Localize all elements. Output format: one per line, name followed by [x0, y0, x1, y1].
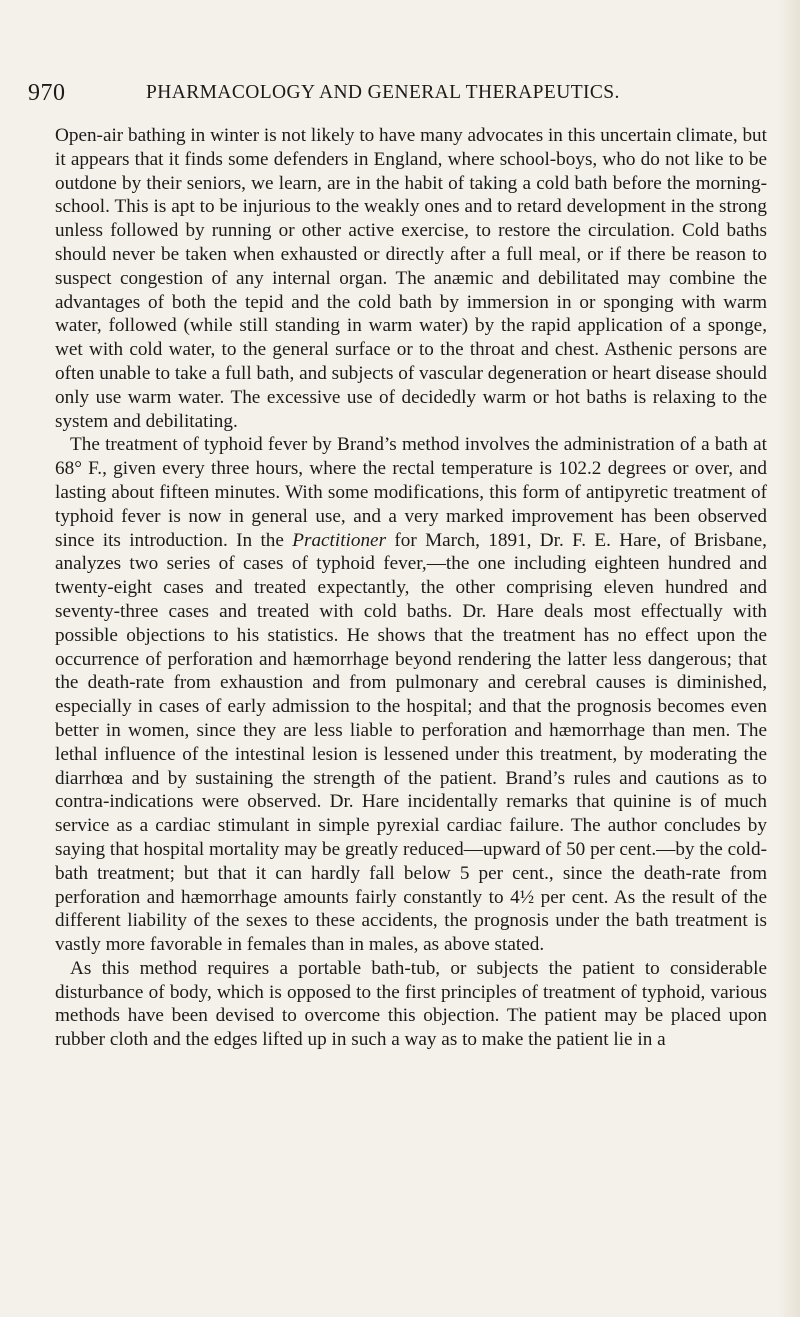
journal-title-practitioner: Practitioner: [292, 529, 387, 551]
paragraph-typhoid-treatment: [55, 433, 767, 957]
page-edge-shading: [778, 0, 800, 1317]
paragraph-typhoid-text-end: for March, 1891, Dr. F. E. Hare, of Brisbane, analyzes two series of cases of typhoid fever,—the one including eighteen hundred and twenty-eight cases and treated expectantly, the other comprising eleven hundred and seventy-three cases and treated with cold baths. Dr. Hare deals most effectually with possible objections to his statistics. He shows that the treatment has no effect upon the occurrence of perforation and hæmorrhage beyond rendering the latter less dangerous; that the death-rate from exhaustion and from pulmonary and cerebral causes is diminished, especially in cases of early admission to the hospital; and that the prognosis becomes even better in women, since they are less liable to perforation and hæmorrhage than men. The lethal influence of the intestinal lesion is lessened under this treatment, by moderating the diarrhœa and by sustaining the strength of the patient. Brand’s rules and cautions as to contra-indications were observed. Dr. Hare incidentally remarks that quinine is of much service as a cardiac stimulant in simple pyrexial cardiac failure. The author concludes by saying that hospital mortality may be greatly reduced—upward of 50 per cent.—by the cold-bath treatment; but that it can hardly fall below 5 per cent., since the death-rate from perforation and hæmorrhage amounts fairly constantly to 4½ per cent. As the result of the different liability of the sexes to these accidents, the prognosis under the bath treatment is vastly more favorable in females than in males, as above stated.: [55, 529, 767, 956]
paragraph-open-air-bathing: Open-air bathing in winter is not likely to have many advocates in this uncertain climate, but it appears that it finds some defenders in England, where school-boys, who do not like to be outdone by their seniors, we learn, are in the habit of taking a cold bath before the morning-school. This is apt to be injurious to the weakly ones and to retard development in the strong unless followed by running or other active exercise, to restore the circulation. Cold baths should never be taken when exhausted or directly after a full meal, or if there be reason to suspect congestion of any internal organ. The anæmic and debilitated may combine the advantages of both the tepid and the cold bath by immersion in or sponging with warm water, followed (while still standing in warm water) by the rapid application of a sponge, wet with cold water, to the general surface or to the throat and chest. Asthenic persons are often unable to take a full bath, and subjects of vascular degeneration or heart disease should only use warm water. The excessive use of decidedly warm or hot baths is relaxing to the system and debilitating.: [55, 125, 767, 432]
paragraph-typhoid-text-start: The treatment of typhoid fever by Brand’s method involves the administration of a bath at 68° F., given every three hours, where the rectal temperature is 102.2 degrees or over, and lasting about fifteen minutes. With some modifications, this form of antipyretic treatment of typhoid fever is now in general use, and a very marked improvement has been observed since its introduction. In the: [55, 434, 767, 551]
paragraph-portable-bath: As this method requires a portable bath-tub, or subjects the patient to considerable disturbance of body, which is opposed to the first principles of treatment of typhoid, various methods have been devised to overcome this objection. The patient may be placed upon rubber cloth and the edges lifted up in such a way as to make the patient lie in a: [55, 957, 767, 1051]
body-text: [55, 124, 767, 1052]
page-number: 970: [28, 80, 66, 106]
page-header: [28, 80, 768, 110]
running-head: PHARMACOLOGY AND GENERAL THERAPEUTICS.: [146, 82, 620, 103]
